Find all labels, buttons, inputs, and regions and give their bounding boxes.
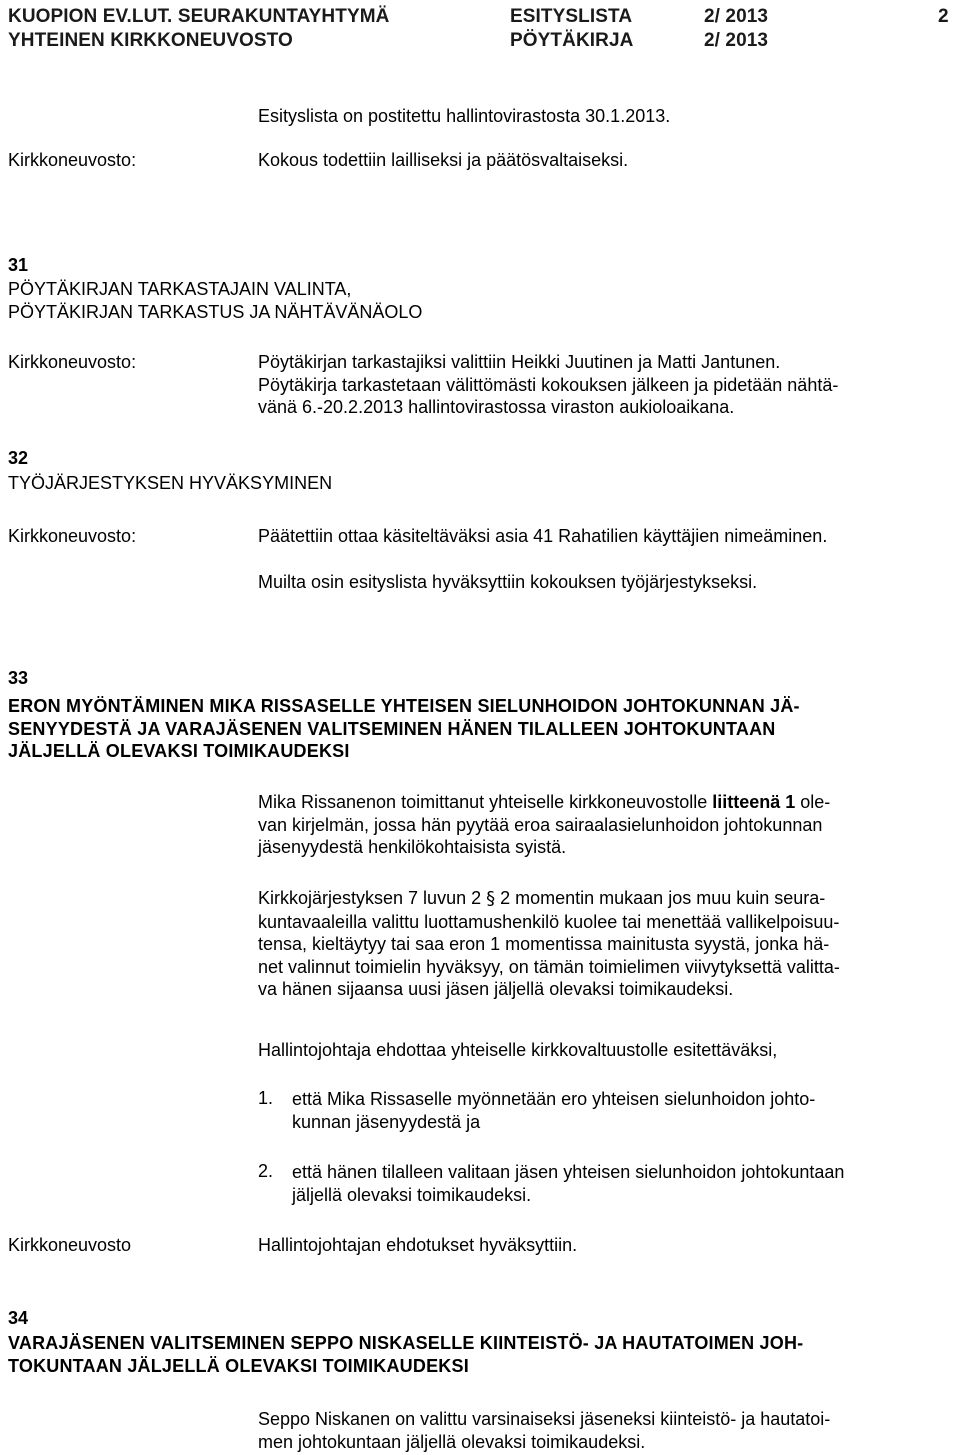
text-line: kuntavaaleilla valittu luottamushenkilö kuolee tai menettää vallikelpoisuu- — [258, 911, 840, 932]
proposal-item-2-number: 2. — [258, 1161, 274, 1181]
header-doc-type-minutes: PÖYTÄKIRJA — [510, 30, 634, 51]
section-33-paragraph-1 — [258, 791, 953, 859]
text-line — [258, 791, 953, 814]
section-sign: § — [486, 888, 496, 909]
text-line — [258, 887, 953, 911]
section-33-label: Kirkkoneuvosto — [8, 1235, 132, 1255]
section-34-number: 34 — [8, 1308, 29, 1328]
text-line: jäsenyydestä henkilökohtaisista syistä. — [258, 837, 567, 857]
section-31-text — [258, 351, 953, 419]
text-line: Seppo Niskanen on valittu varsinaiseksi jäseneksi kiinteistö- ja hautatoi- — [258, 1409, 831, 1429]
text-span: ole- — [795, 792, 831, 812]
text-line: jäljellä olevaksi toimikaudeksi. — [292, 1184, 532, 1205]
section-31-number: 31 — [8, 255, 29, 275]
quorum-text: Kokous todettiin lailliseksi ja päätösvaltaiseksi. — [258, 150, 629, 170]
section-32-title: TYÖJÄRJESTYKSEN HYVÄKSYMINEN — [8, 473, 333, 493]
section-33-paragraph-3: Hallintojohtaja ehdottaa yhteiselle kirkkovaltuustolle esitettäväksi, — [258, 1040, 778, 1060]
header-minutes-number: 2/ 2013 — [704, 30, 769, 51]
section-32-text-line1: Päätettiin ottaa käsiteltäväksi asia 41 Rahatilien käyttäjien nimeäminen. — [258, 526, 828, 546]
section-34-title — [8, 1332, 953, 1377]
section-32-text-line2: Muilta osin esityslista hyväksyttiin kokouksen työjärjestykseksi. — [258, 572, 758, 592]
text-line: vänä 6.-20.2.2013 hallintovirastossa viraston aukioloaikana. — [258, 397, 735, 417]
text-line: men johtokuntaan jäljellä olevaksi toimikaudeksi. — [258, 1431, 646, 1452]
text-line: että Mika Rissaselle myönnetään ero yhteisen sielunhoidon johto- — [292, 1089, 816, 1109]
page-number: 2 — [938, 6, 949, 27]
proposal-item-2 — [292, 1161, 952, 1206]
text-line: net valinnut toimielin hyväksyy, on tämän toimielimen viivytyksettä valitta- — [258, 956, 840, 977]
text-span: Kirkkojärjestyksen 7 luvun 2 — [258, 888, 487, 908]
text-span: 2 momentin mukaan jos muu kuin seura- — [495, 888, 826, 908]
section-34-paragraph-1 — [258, 1408, 953, 1453]
posted-text: Esityslista on postitettu hallintovirastosta 30.1.2013. — [258, 106, 671, 126]
section-31-label: Kirkkoneuvosto: — [8, 352, 137, 372]
text-line: van kirjelmän, jossa hän pyytää eroa sairaalasielunhoidon johtokunnan — [258, 814, 823, 835]
section-33-title — [8, 695, 953, 763]
header-doc-type-agenda: ESITYSLISTA — [510, 6, 633, 27]
section-33-number: 33 — [8, 668, 29, 688]
section-33-title-line: ERON MYÖNTÄMINEN MIKA RISSASELLE YHTEISEN SIELUNHOIDON JOHTOKUNNAN JÄ- — [8, 696, 800, 716]
proposal-item-1-number: 1. — [258, 1088, 274, 1108]
section-34-title-line: VARAJÄSENEN VALITSEMINEN SEPPO NISKASELLE KIINTEISTÖ- JA HAUTATOIMEN JOH- — [8, 1333, 804, 1353]
section-33-decision: Hallintojohtajan ehdotukset hyväksyttiin. — [258, 1235, 578, 1255]
section-31-title — [8, 278, 953, 323]
text-line: va hänen sijaansa uusi jäsen jäljellä olevaksi toimikaudeksi. — [258, 979, 734, 999]
section-33-title-line: SENYYDESTÄ JA VARAJÄSENEN VALITSEMINEN HÄNEN TILALLEEN JOHTOKUNTAAN — [8, 718, 776, 739]
section-31-title-line: PÖYTÄKIRJAN TARKASTAJAIN VALINTA, — [8, 279, 352, 299]
section-33-paragraph-2 — [258, 887, 953, 1001]
section-34-title-line: TOKUNTAAN JÄLJELLÄ OLEVAKSI TOIMIKAUDEKSI — [8, 1355, 469, 1376]
section-32-label: Kirkkoneuvosto: — [8, 526, 137, 546]
header-agenda-number: 2/ 2013 — [704, 6, 769, 27]
section-33-title-line: JÄLJELLÄ OLEVAKSI TOIMIKAUDEKSI — [8, 741, 350, 761]
text-line: että hänen tilalleen valitaan jäsen yhteisen sielunhoidon johtokuntaan — [292, 1162, 845, 1182]
text-span: Mika Rissanenon toimittanut yhteiselle kirkkoneuvostolle — [258, 792, 713, 812]
attachment-reference: liitteenä 1 — [712, 792, 796, 812]
section-32-number: 32 — [8, 448, 29, 468]
intro-label: Kirkkoneuvosto: — [8, 150, 137, 170]
section-31-title-line: PÖYTÄKIRJAN TARKASTUS JA NÄHTÄVÄNÄOLO — [8, 301, 423, 322]
proposal-item-1 — [292, 1088, 952, 1133]
text-line: kunnan jäsenyydestä ja — [292, 1111, 481, 1132]
header-body: YHTEINEN KIRKKONEUVOSTO — [8, 30, 293, 51]
text-line: Pöytäkirjan tarkastajiksi valittiin Heikki Juutinen ja Matti Jantunen. — [258, 352, 781, 372]
text-line: Pöytäkirja tarkastetaan välittömästi kokouksen jälkeen ja pidetään nähtä- — [258, 374, 839, 395]
text-line: tensa, kieltäytyy tai saa eron 1 momentissa mainitusta syystä, jonka hä- — [258, 934, 830, 954]
header-organization: KUOPION EV.LUT. SEURAKUNTAYHTYMÄ — [8, 6, 390, 27]
